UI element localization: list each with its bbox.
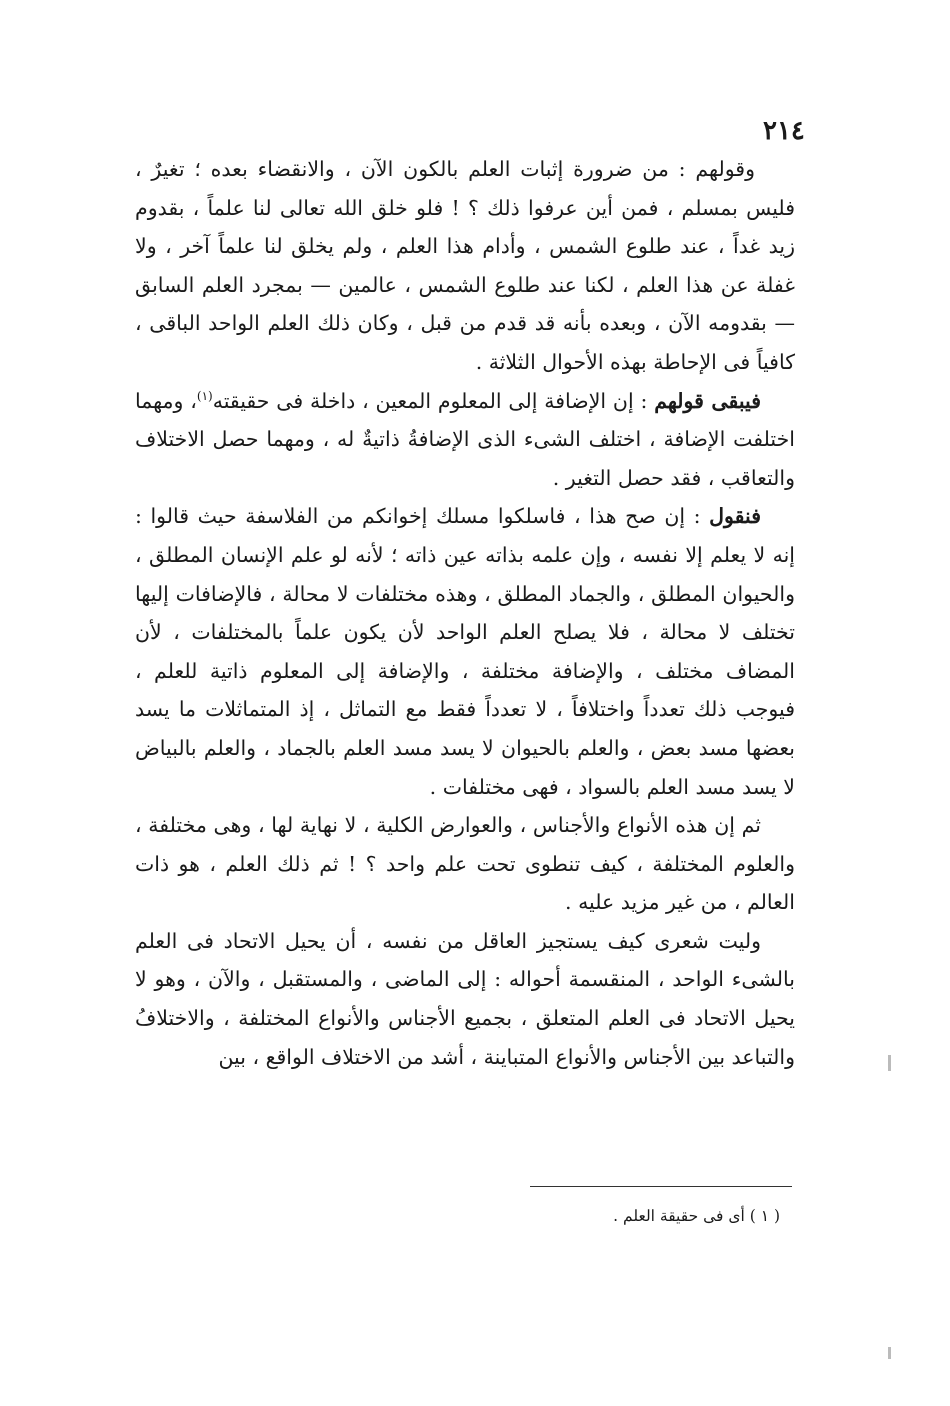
paragraph bbox=[135, 497, 795, 806]
footnote-divider bbox=[530, 1186, 792, 1187]
margin-speck bbox=[888, 1055, 891, 1071]
paragraph-text: : إن صح هذا ، فاسلكوا مسلك إخوانكم من الفلاسفة حيث قالوا : إنه لا يعلم إلا نفسه ، وإن علمه بذاته عين ذاته ؛ لأنه لو علم الإنسان المطلق ، والحيوان المطلق ، والجماد المطلق ، وهذه مختلفات لا محالة ، فالإضافات إليها تختلف لا محالة ، فلا يصلح العلم الواحد لأن يكون علماً بالمختلفات ، لأن المضاف مختلف ، والإضافة مختلفة ، والإضافة إلى المعلوم ذاتية للعلم ، فيوجب ذلك تعدداً واختلافاً ، لا تعدداً فقط مع التماثل ، إذ المتماثلات ما يسد بعضها مسد بعض ، والعلم بالحيوان لا يسد مسد العلم بالجماد ، والعلم بالبياض لا يسد مسد العلم بالسواد ، فهى مختلفات . bbox=[135, 504, 795, 799]
paragraph bbox=[135, 150, 795, 382]
paragraph-lead: فيبقى قولهم bbox=[654, 388, 762, 413]
paragraph-text: : إن الإضافة إلى المعلوم المعين ، داخلة فى حقيقته bbox=[212, 388, 655, 413]
paragraph-text: وقولهم : من ضرورة إثبات العلم بالكون الآن ، والانقضاء بعده ؛ تغيرٌ ، فليس بمسلم ، فمن أين عرفوا ذلك ؟ ! فلو خلق الله تعالى لنا علماً ، بقدوم زيد غداً ، عند طلوع الشمس ، وأدام هذا العلم ، ولم يخلق لنا علماً آخر ، ولا غفلة عن هذا العلم ، لكنا عند طلوع الشمس ، عالمين — بمجرد العلم السابق — بقدومه الآن ، وبعده بأنه قد قدم من قبل ، وكان ذلك العلم الواحد الباقى ، كافياً فى الإحاطة بهذه الأحوال الثلاثة . bbox=[135, 157, 795, 374]
margin-speck bbox=[888, 1347, 891, 1359]
paragraph bbox=[135, 922, 795, 1076]
paragraph-lead: فنقول bbox=[709, 504, 761, 529]
footnote: ( ١ ) أى فى حقيقة العلم . bbox=[613, 1207, 780, 1225]
footnote-reference: (١) bbox=[196, 388, 213, 403]
page-number: ٢١٤ bbox=[763, 116, 805, 146]
paragraph-text-continued: ، ومهما اختلفت الإضافة ، اختلف الشىء الذى الإضافةُ ذاتيةٌ له ، ومهما حصل الاختلاف والتعاقب ، فقد حصل التغير . bbox=[135, 388, 795, 490]
paragraph-text: ثم إن هذه الأنواع والأجناس ، والعوارض الكلية ، لا نهاية لها ، وهى مختلفة ، والعلوم المختلفة ، كيف تنطوى تحت علم واحد ؟ ! ثم ذلك العلم ، هو ذات العالم ، من غير مزيد عليه . bbox=[135, 813, 795, 915]
paragraph bbox=[135, 806, 795, 922]
body-text bbox=[135, 150, 795, 1076]
paragraph-text: وليت شعرى كيف يستجيز العاقل من نفسه ، أن يحيل الاتحاد فى العلم بالشىء الواحد ، المنقسمة أحواله : إلى الماضى ، والمستقبل ، والآن ، وهو لا يحيل الاتحاد فى العلم المتعلق ، بجميع الأجناس والأنواع المختلفة ، والاختلافُ والتباعد بين الأجناس والأنواع المتباينة ، أشد من الاختلاف الواقع ، بين bbox=[135, 928, 796, 1069]
paragraph bbox=[135, 382, 795, 498]
